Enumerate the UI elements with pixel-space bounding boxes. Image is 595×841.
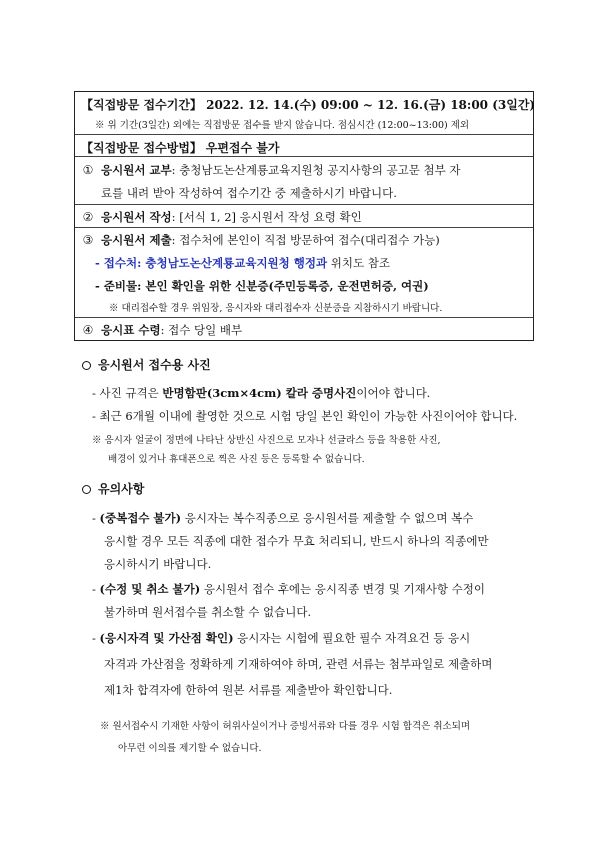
notice-item-head: (수정 및 취소 불가) xyxy=(99,582,201,596)
photo-line-1-b: 반명함판(3cm×4cm) 칼라 증명사진 xyxy=(162,386,357,400)
photo-line-2: - 최근 6개월 이내에 촬영한 것으로 시험 당일 본인 확인이 가능한 사진이어야 합니다. xyxy=(92,409,518,423)
step-2 xyxy=(81,209,362,225)
photo-line-1-a: - 사진 규격은 xyxy=(92,386,163,400)
reception-place-note: 위치도 참조 xyxy=(327,256,390,270)
circle-bullet-icon xyxy=(82,485,91,494)
notice-section-title xyxy=(82,480,144,497)
step-heading: 응시원서 교부 xyxy=(101,163,172,177)
notice-item-1-cont: 응시하시기 바랍니다. xyxy=(104,557,212,571)
notice-item-3-cont: 자격과 가산점을 정확하게 기재하여야 하며, 관련 서류는 첨부파일로 제출하며 xyxy=(104,657,493,671)
photo-line-1 xyxy=(92,385,430,401)
step-4 xyxy=(81,322,242,338)
divider xyxy=(75,317,533,318)
step-1-cont: 료를 내려 받아 작성하여 접수기간 중 제출하시기 바랍니다. xyxy=(101,186,397,200)
notice-item-head: (중복접수 불가) xyxy=(99,511,182,525)
notice-item-3: - (응시자격 및 가산점 확인) 응시자는 시험에 필요한 필수 자격요건 등 응시 xyxy=(92,631,471,645)
notice-item-3-cont: 제1차 합격자에 한하여 원본 서류를 제출받아 확인합니다. xyxy=(104,683,393,697)
photo-title-text: 응시원서 접수용 사진 xyxy=(98,358,211,372)
notice-item-text: 응시자는 복수직종으로 응시원서를 제출할 수 없으며 복수 xyxy=(181,511,474,525)
required-items: - 준비물: 본인 확인을 위한 신분증(주민등록증, 운전면허증, 여권) xyxy=(95,279,429,293)
step-3 xyxy=(81,232,440,248)
proxy-note: ※ 대리접수할 경우 위임장, 응시자와 대리접수자 신분증을 지참하시기 바랍니다. xyxy=(109,303,443,314)
step-heading: 응시원서 제출 xyxy=(101,233,172,247)
photo-note-2: 배경이 있거나 휴대폰으로 찍은 사진 등은 등록할 수 없습니다. xyxy=(108,454,365,465)
notice-item-text: 응시자는 시험에 필요한 필수 자격요건 등 응시 xyxy=(233,631,471,645)
divider xyxy=(75,227,533,228)
photo-section-title xyxy=(82,356,211,373)
method-title-note: 우편접수 불가 xyxy=(205,141,280,155)
step-text: : 충청남도논산계룡교육지원청 공지사항의 공고문 첨부 자 xyxy=(171,163,461,177)
divider xyxy=(75,156,533,157)
step-1 xyxy=(81,162,460,178)
method-title-label: 【직접방문 접수방법】 xyxy=(81,141,202,155)
step-heading: 응시표 수령 xyxy=(101,323,161,337)
notice-footnote-2: 아무런 이의를 제기할 수 없습니다. xyxy=(118,743,262,754)
step-heading: 응시원서 작성 xyxy=(101,210,172,224)
notice-item-text: 응시원서 접수 후에는 응시직종 변경 및 기재사항 수정이 xyxy=(200,582,485,596)
step-text: : [서식 1, 2] 응시원서 작성 요령 확인 xyxy=(171,210,362,224)
application-info-box xyxy=(74,91,534,341)
divider xyxy=(75,204,533,205)
notice-item-2-cont: 불가하며 원서접수를 취소할 수 없습니다. xyxy=(104,605,312,619)
notice-item-1-cont: 응시할 경우 모든 직종에 대한 접수가 무효 처리되니, 반드시 하나의 직종에만 xyxy=(104,534,489,548)
period-title: 【직접방문 접수기간】 2022. 12. 14.(수) 09:00 ~ 12. 16.(금) 18:00 (3일간) xyxy=(81,98,536,112)
notice-item-head: (응시자격 및 가산점 확인) xyxy=(99,631,234,645)
step-number: ② xyxy=(82,210,94,224)
circle-bullet-icon xyxy=(82,361,91,370)
method-title xyxy=(81,139,279,156)
step-number: ④ xyxy=(82,323,94,337)
notice-item-2: - (수정 및 취소 불가) 응시원서 접수 후에는 응시직종 변경 및 기재사항 수정이 xyxy=(92,582,485,596)
notice-title-text: 유의사항 xyxy=(98,482,145,496)
step-text: : 접수 당일 배부 xyxy=(160,323,243,337)
notice-item-1: - (중복접수 불가) 응시자는 복수직종으로 응시원서를 제출할 수 없으며 복수 xyxy=(92,511,474,525)
step-number: ① xyxy=(82,163,94,177)
divider xyxy=(75,134,533,135)
reception-place xyxy=(95,255,390,271)
reception-place-label: - 접수처: 충청남도논산계룡교육지원청 행정과 xyxy=(95,256,328,270)
step-number: ③ xyxy=(82,233,94,247)
photo-note-1: ※ 응시자 얼굴이 정면에 나타난 상반신 사진으로 모자나 선글라스 등을 착용한 사진, xyxy=(92,435,441,446)
step-text: : 접수처에 본인이 직접 방문하여 접수(대리접수 가능) xyxy=(171,233,440,247)
period-note: ※ 위 기간(3일간) 외에는 직접방문 접수를 받지 않습니다. 점심시간 (12:00~13:00) 제외 xyxy=(95,120,470,131)
photo-line-1-c: 이어야 합니다. xyxy=(356,386,431,400)
notice-footnote-1: ※ 원서접수시 기재한 사항이 허위사실이거나 증빙서류와 다를 경우 시험 합격은 취소되며 xyxy=(100,721,471,732)
